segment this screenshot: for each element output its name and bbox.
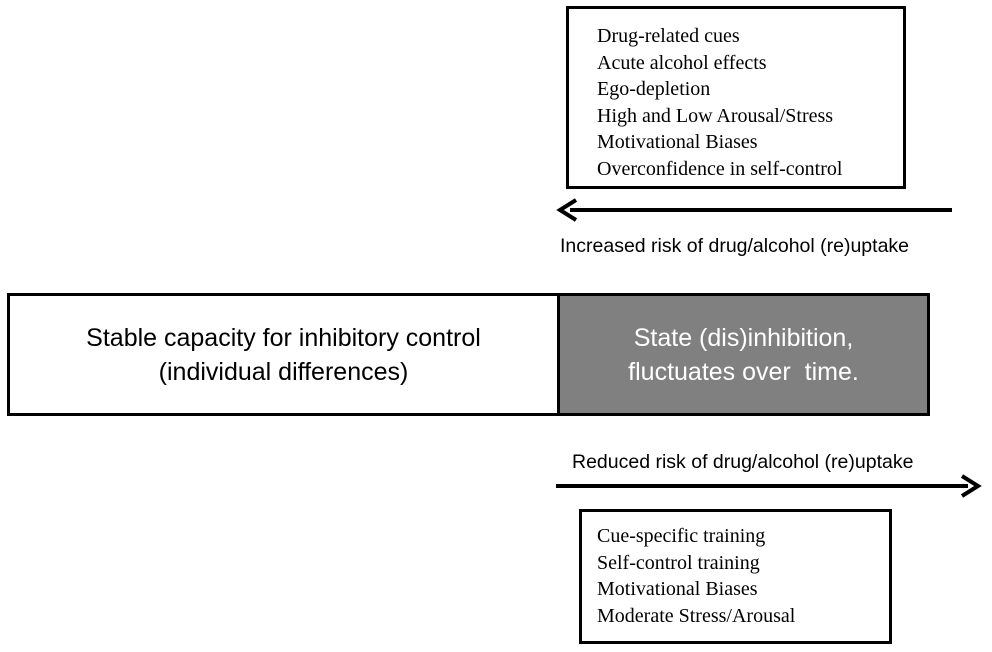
state-disinhibition-line2: fluctuates over time. [628, 357, 859, 386]
risk-factor-item: Ego-depletion [597, 78, 711, 100]
stable-capacity-segment [10, 296, 560, 413]
inhibitory-control-bar [7, 293, 930, 416]
protective-factor-item: Moderate Stress/Arousal [597, 604, 796, 627]
risk-factor-item: Motivational Biases [597, 131, 758, 153]
protective-factors-box [579, 509, 892, 644]
increased-risk-label: Increased risk of drug/alcohol (re)uptake [560, 235, 910, 257]
state-disinhibition-line1: State (dis)inhibition, [633, 323, 854, 352]
risk-factor-item: Drug-related cues [597, 25, 740, 47]
reduced-risk-arrow [556, 474, 984, 498]
stable-capacity-line1: Stable capacity for inhibitory control [86, 323, 481, 352]
risk-factor-item: Overconfidence in self-control [597, 157, 843, 180]
risk-factors-list [597, 23, 903, 182]
protective-factor-item: Cue-specific training [597, 525, 766, 547]
stable-capacity-line2: (individual differences) [158, 357, 409, 386]
increased-risk-arrow [556, 198, 952, 222]
protective-factor-item: Motivational Biases [597, 578, 758, 600]
protective-factor-item: Self-control training [597, 551, 760, 574]
risk-factors-box [566, 6, 906, 189]
state-disinhibition-segment [560, 296, 927, 413]
risk-factor-item: Acute alcohol effects [597, 51, 767, 74]
protective-factors-list [597, 523, 889, 629]
risk-factor-item: High and Low Arousal/Stress [597, 104, 834, 127]
reduced-risk-label: Reduced risk of drug/alcohol (re)uptake [572, 451, 914, 473]
